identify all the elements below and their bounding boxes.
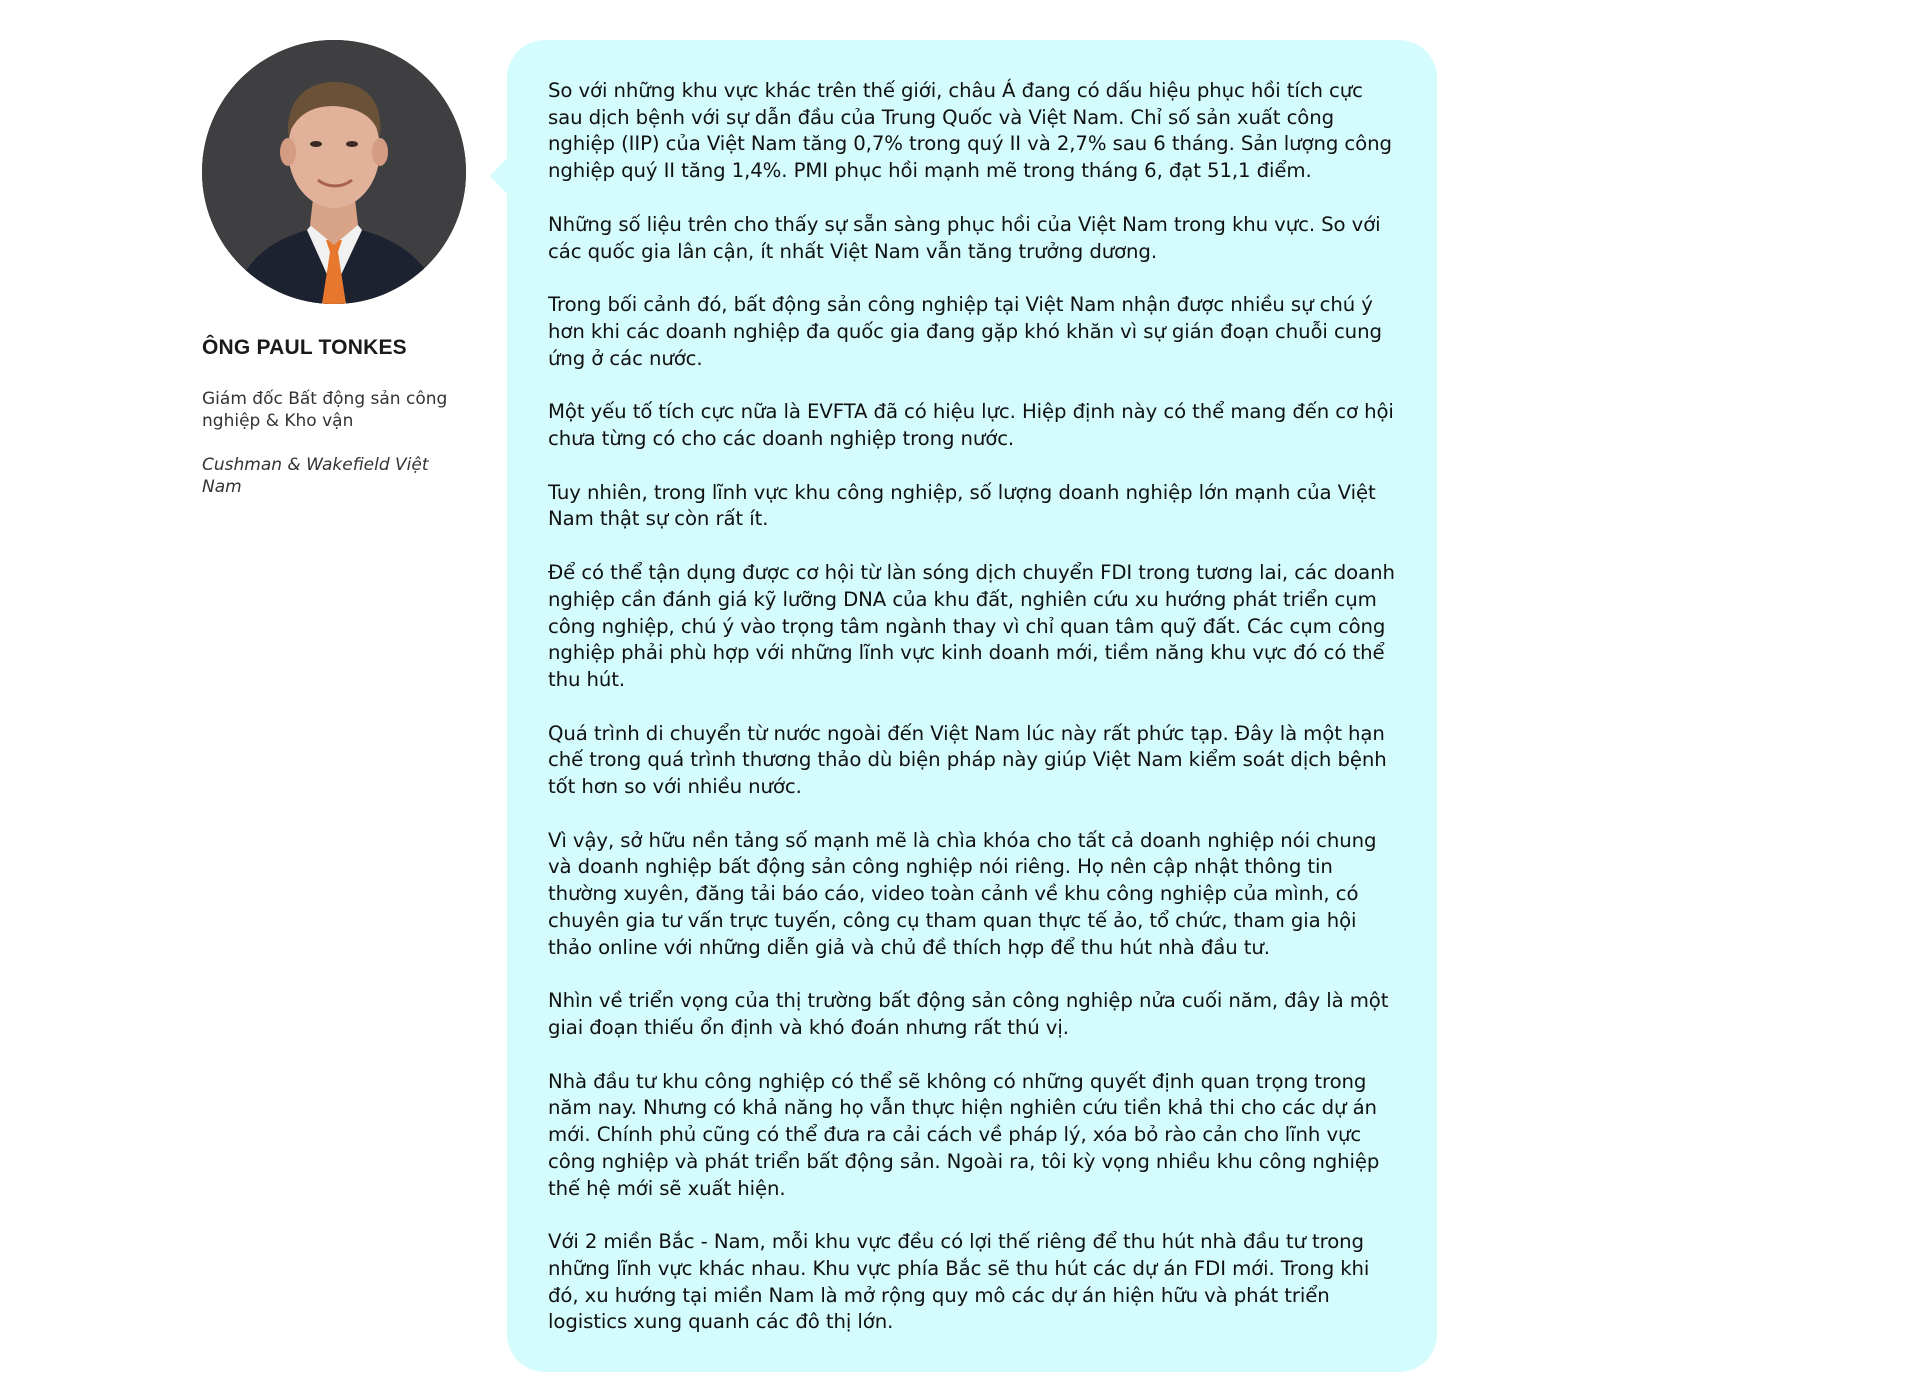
- quote-paragraph: Nhà đầu tư khu công nghiệp có thể sẽ không có những quyết định quan trọng trong năm nay. Nhưng có khả năng họ vẫn thực hiện nghiên cứu tiền khả thi cho các dự án mới. Chính phủ cũng có thể đưa ra cải cách về pháp lý, xóa bỏ rào cản cho lĩnh vực công nghiệp và phát triển bất động sản. Ngoài ra, tôi kỳ vọng nhiều khu công nghiệp thế hệ mới sẽ xuất hiện.: [548, 1069, 1380, 1200]
- quote-paragraph: Tuy nhiên, trong lĩnh vực khu công nghiệp, số lượng doanh nghiệp lớn mạnh của Việt Nam thật sự còn rất ít.: [548, 480, 1376, 531]
- speaker-role: Giám đốc Bất động sản công nghiệp & Kho vận: [202, 389, 448, 431]
- quote-paragraph: Nhìn về triển vọng của thị trường bất động sản công nghiệp nửa cuối năm, đây là một giai đoạn thiếu ổn định và khó đoán nhưng rất thú vị.: [548, 989, 1389, 1039]
- quote-paragraph: Với 2 miền Bắc - Nam, mỗi khu vực đều có lợi thế riêng để thu hút nhà đầu tư trong những lĩnh vực khác nhau. Khu vực phía Bắc sẽ thu hút các dự án FDI mới. Trong khi đó, xu hướng tại miền Nam là mở rộng quy mô các dự án hiện hữu và phát triển logistics xung quanh các đô thị lớn.: [548, 1230, 1370, 1334]
- speaker-name: ÔNG PAUL TONKES: [202, 336, 407, 359]
- quote-paragraph: Để có thể tận dụng được cơ hội từ làn sóng dịch chuyển FDI trong tương lai, các doanh nghiệp cần đánh giá kỹ lưỡng DNA của khu đất, nghiên cứu xu hướng phát triển cụm công nghiệp, chú ý vào trọng tâm ngành thay vì chỉ quan tâm quỹ đất. Các cụm công nghiệp phải phù hợp với những lĩnh vực kinh doanh mới, tiềm năng khu vực đó có thể thu hút.: [548, 561, 1395, 691]
- quote-paragraph: Quá trình di chuyển từ nước ngoài đến Việt Nam lúc này rất phức tạp. Đây là một hạn chế trong quá trình thương thảo dù biện pháp này giúp Việt Nam kiểm soát dịch bệnh tốt hơn so với nhiều nước.: [548, 721, 1387, 799]
- quote-paragraph: Vì vậy, sở hữu nền tảng số mạnh mẽ là chìa khóa cho tất cả doanh nghiệp nói chung và doanh nghiệp bất động sản công nghiệp nói riêng. Họ nên cập nhật thông tin thường xuyên, đăng tải báo cáo, video toàn cảnh về khu công nghiệp của mình, có chuyên gia tư vấn trực tuyến, công cụ tham quan thực tế ảo, tổ chức, tham gia hội thảo online với những diễn giả và chủ đề thích hợp để thu hút nhà đầu tư.: [548, 828, 1377, 959]
- quote-paragraph: Những số liệu trên cho thấy sự sẵn sàng phục hồi của Việt Nam trong khu vực. So với các quốc gia lân cận, ít nhất Việt Nam vẫn tăng trưởng dương.: [548, 212, 1381, 263]
- quote-bubble: [507, 40, 1437, 1372]
- quote-paragraph: Trong bối cảnh đó, bất động sản công nghiệp tại Việt Nam nhận được nhiều sự chú ý hơn khi các doanh nghiệp đa quốc gia đang gặp khó khăn vì sự gián đoạn chuỗi cung ứng ở các nước.: [548, 293, 1382, 370]
- quote-paragraph: So với những khu vực khác trên thế giới, châu Á đang có dấu hiệu phục hồi tích cực sau dịch bệnh với sự dẫn đầu của Trung Quốc và Việt Nam. Chỉ số sản xuất công nghiệp (IIP) của Việt Nam tăng 0,7% trong quý II và 2,7% sau 6 tháng. Sản lượng công nghiệp quý II tăng 1,4%. PMI phục hồi mạnh mẽ trong tháng 6, đạt 51,1 điểm.: [548, 79, 1392, 183]
- speaker-profile: [202, 40, 472, 498]
- speech-tail-icon: [490, 157, 508, 195]
- speaker-photo: [202, 40, 466, 304]
- speaker-company: Cushman & Wakefield Việt Nam: [202, 455, 429, 497]
- quote-paragraph: Một yếu tố tích cực nữa là EVFTA đã có hiệu lực. Hiệp định này có thể mang đến cơ hội chưa từng có cho các doanh nghiệp trong nước.: [548, 400, 1394, 451]
